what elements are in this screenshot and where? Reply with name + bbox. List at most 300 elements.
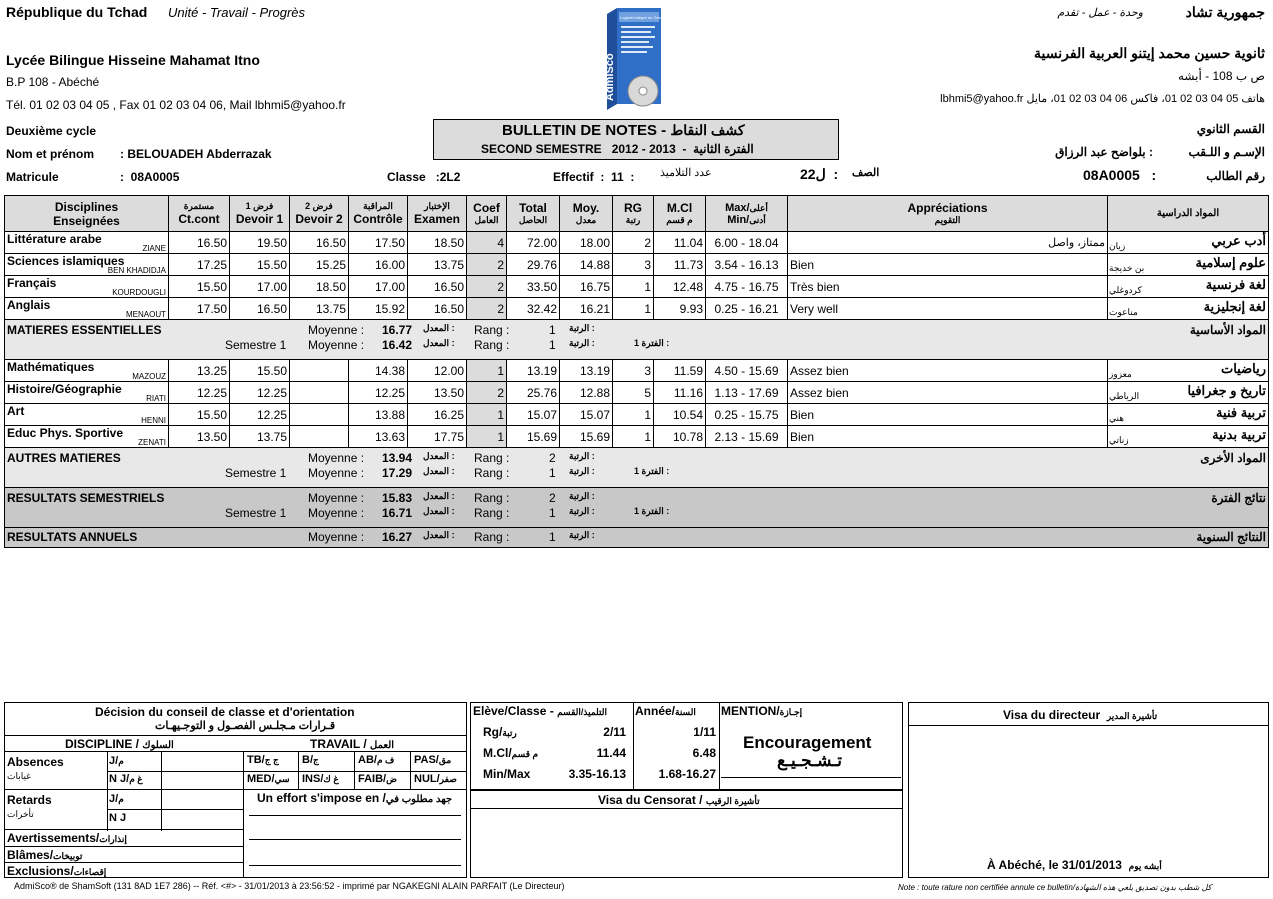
subject-cell-ar: [1108, 382, 1269, 404]
grade-total: 15.07: [507, 404, 560, 426]
col-examen: الإختبار Examen: [408, 196, 467, 232]
subject-name: Mathématiques: [7, 360, 95, 374]
subject-name-ar: أدب عربي: [1211, 233, 1266, 248]
teacher-name: MAZOUZ: [132, 372, 166, 381]
grade-examen: 17.75: [408, 426, 467, 448]
name-label-ar: الإسـم و اللـقب: [1188, 145, 1265, 159]
absences-fr: Absences: [7, 755, 64, 769]
grade-dev1: 15.50: [230, 254, 290, 276]
subject-cell: [5, 360, 169, 382]
grade-rank: 3: [613, 254, 654, 276]
grade-moy: 16.75: [560, 276, 613, 298]
admisco-logo: [601, 6, 683, 110]
subject-cell-ar: [1108, 276, 1269, 298]
grade-total: 25.76: [507, 382, 560, 404]
rang-label-ar: الرتبة :: [569, 491, 595, 501]
subject-row: [5, 298, 1269, 320]
summary-row: [5, 448, 1269, 488]
subject-name: Educ Phys. Sportive: [7, 426, 124, 440]
grade-dev1: 15.50: [230, 360, 290, 382]
grade-coef: 1: [467, 404, 507, 426]
col-total: Total الحاصل: [507, 196, 560, 232]
grade-dev1: 12.25: [230, 382, 290, 404]
semester-ar: الفترة 1 :: [634, 466, 670, 476]
grade-rank: 1: [613, 404, 654, 426]
summary-title-ar: المواد الأساسية: [1189, 323, 1266, 337]
travail-item: B/ج: [302, 754, 319, 766]
grade-total: 13.19: [507, 360, 560, 382]
country-fr: République du Tchad: [6, 4, 148, 20]
stats-box: Elève/Classe - التلميذ/القسم Année/السنة MENTION/إجـازة Rg/رتبة M.Cl/م قسم Min/Max 2/11 11.44 3.35-16.13 1/11 6.48 1.68-16.27 Encouragement تـشـجـيـع: [470, 702, 903, 790]
teacher-name-ar: مناعوت: [1109, 307, 1138, 317]
grade-total: 29.76: [507, 254, 560, 276]
grade-maxmin: 6.00 - 18.04: [706, 232, 788, 254]
moyenne-label: Moyenne :: [308, 338, 365, 352]
grade-coef: 2: [467, 276, 507, 298]
moyenne-label: Moyenne :: [308, 530, 365, 544]
summary-row: [5, 528, 1269, 548]
director-date-fr: À Abéché, le 31/01/2013: [987, 858, 1122, 872]
grade-maxmin: 0.25 - 15.75: [706, 404, 788, 426]
summary-semester-label: Semestre 1: [225, 466, 287, 480]
rang-value: 1: [549, 323, 556, 337]
grade-appreciation: Bien: [788, 426, 1108, 448]
grade-appreciation: Assez bien: [788, 360, 1108, 382]
rang-value: 1: [549, 530, 556, 544]
subject-name-ar: تربية بدنية: [1212, 427, 1266, 442]
subject-row: [5, 404, 1269, 426]
rang-value: 1: [549, 506, 556, 520]
col-appreciations: Appréciations التقويم: [788, 196, 1108, 232]
rang-label: Rang :: [474, 530, 510, 544]
rang-label-ar: الرتبة :: [569, 323, 595, 333]
grade-mcl: 11.04: [654, 232, 706, 254]
grade-ctcont: 13.50: [169, 426, 230, 448]
grade-dev2: [290, 360, 349, 382]
grade-appreciation: Assez bien: [788, 382, 1108, 404]
grade-maxmin: 0.25 - 16.21: [706, 298, 788, 320]
subject-name: Art: [7, 404, 25, 418]
teacher-name: MENAOUT: [126, 310, 166, 319]
teacher-name-ar: معزوز: [1109, 369, 1132, 379]
moyenne-label: Moyenne :: [308, 506, 365, 520]
rang-value: 2: [549, 491, 556, 505]
travail-item: INS/غ ك: [302, 773, 339, 785]
school-year: 2012 - 2013: [611, 142, 676, 156]
rang-label: Rang :: [474, 451, 510, 465]
grade-maxmin: 4.75 - 16.75: [706, 276, 788, 298]
rang-label: Rang :: [474, 338, 510, 352]
grade-maxmin: 2.13 - 15.69: [706, 426, 788, 448]
moyenne-value: 13.94: [382, 451, 413, 465]
grade-coef: 2: [467, 382, 507, 404]
censorat-box: [470, 790, 903, 878]
school-address-ar: ص ب 108 - أبشه: [1178, 69, 1265, 83]
grade-dev2: 16.50: [290, 232, 349, 254]
grade-rank: 5: [613, 382, 654, 404]
grade-ctcont: 17.50: [169, 298, 230, 320]
grade-maxmin: 3.54 - 16.13: [706, 254, 788, 276]
subject-cell-ar: [1108, 232, 1269, 254]
summary-title-ar: نتائج الفترة: [1211, 491, 1266, 505]
subject-name-ar: لغة إنجليزية: [1203, 299, 1266, 314]
grade-mcl: 11.73: [654, 254, 706, 276]
teacher-name-ar: كردوغلي: [1109, 285, 1142, 295]
rang-label: Rang :: [474, 491, 510, 505]
teacher-name-ar: بن خديجة: [1109, 263, 1145, 273]
moyenne-value: 17.29: [382, 466, 413, 480]
grade-dev2: 15.25: [290, 254, 349, 276]
rang-label: Rang :: [474, 323, 510, 337]
summary-title-fr: MATIERES ESSENTIELLES: [7, 323, 162, 337]
grade-moy: 13.19: [560, 360, 613, 382]
subject-name: Anglais: [7, 298, 51, 312]
moyenne-value: 16.71: [382, 506, 413, 520]
rang-label-ar: الرتبة :: [569, 506, 595, 516]
grade-coef: 4: [467, 232, 507, 254]
decision-box: Décision du conseil de classe et d'orientation قـرارات مـجلـس الفصـول و التوجـيهـات DISCIPLINE / السلوك TRAVAIL / العمل Absences غيابات J/م N J/غ م Retards تأخرات J/م N J Avertissements/إنذارات Blâmes/توبيخات Exclusions/إقصاءات TB/ج ج B/ج AB/ف م PAS/مق MED/سي INS/غ ك FAIB/ض NUL/صفر Un effort s'impose en /جهد مطلوب في: [4, 702, 467, 878]
rang-label-ar: الرتبة :: [569, 530, 595, 540]
matricule-label-ar: رقم الطالب: [1206, 169, 1265, 183]
grade-controle: 16.00: [349, 254, 408, 276]
grade-ctcont: 13.25: [169, 360, 230, 382]
grade-dev1: 16.50: [230, 298, 290, 320]
grade-coef: 2: [467, 254, 507, 276]
grade-examen: 16.50: [408, 276, 467, 298]
rang-label: Rang :: [474, 466, 510, 480]
decision-title-fr: Décision du conseil de classe et d'orientation: [95, 705, 355, 719]
grade-controle: 17.50: [349, 232, 408, 254]
moyenne-label-ar: المعدل :: [423, 491, 455, 501]
mcl-semester: 11.44: [596, 746, 626, 760]
col-devoir1: فرض 1 Devoir 1: [230, 196, 290, 232]
teacher-name: ZIANE: [142, 244, 166, 253]
grade-rank: 1: [613, 426, 654, 448]
col-devoir2: فرض 2 Devoir 2: [290, 196, 349, 232]
grade-ctcont: 12.25: [169, 382, 230, 404]
grade-examen: 16.50: [408, 298, 467, 320]
grade-moy: 14.88: [560, 254, 613, 276]
exclusions-fr: Exclusions/: [7, 864, 74, 878]
teacher-name: HENNI: [141, 416, 166, 425]
cycle-ar: القسم الثانوي: [1196, 122, 1265, 136]
subject-row: [5, 232, 1269, 254]
grade-dev2: [290, 382, 349, 404]
grades-table: [4, 195, 1269, 548]
grade-appreciation: Bien: [788, 404, 1108, 426]
moyenne-label-ar: المعدل :: [423, 338, 455, 348]
rang-value: 2: [549, 451, 556, 465]
mcl-year: 6.48: [692, 746, 716, 760]
subject-row: [5, 360, 1269, 382]
grade-examen: 13.50: [408, 382, 467, 404]
moyenne-label: Moyenne :: [308, 491, 365, 505]
travail-item: NUL/صفر: [414, 773, 457, 785]
moyenne-value: 16.42: [382, 338, 413, 352]
grade-total: 33.50: [507, 276, 560, 298]
subject-cell-ar: [1108, 426, 1269, 448]
grade-maxmin: 1.13 - 17.69: [706, 382, 788, 404]
grade-dev2: [290, 404, 349, 426]
moyenne-value: 16.77: [382, 323, 413, 337]
school-contact-ar: هاتف 05 04 03 02 01، فاكس 06 04 03 02 01، مايل lbhmi5@yahoo.fr: [940, 93, 1265, 105]
bulletin-title-box: BULLETIN DE NOTES - كشف النقاط SECOND SEMESTRE 2012 - 2013 - الفترة الثانية: [433, 119, 839, 160]
grade-examen: 18.50: [408, 232, 467, 254]
col-mcl: M.Cl م قسم: [654, 196, 706, 232]
student-name-fr: BELOUADEH Abderrazak: [127, 147, 272, 161]
motto-fr: Unité - Travail - Progrès: [168, 5, 306, 20]
minmax-semester: 3.35-16.13: [568, 767, 626, 781]
teacher-name: ZENATI: [138, 438, 166, 447]
grade-moy: 15.69: [560, 426, 613, 448]
grade-dev2: [290, 426, 349, 448]
col-moy: Moy. معدل: [560, 196, 613, 232]
matricule-value-ar: 08A0005: [1083, 167, 1140, 183]
grade-rank: 1: [613, 276, 654, 298]
director-date-ar: أبشه يوم: [1128, 861, 1162, 871]
decision-title-ar: قـرارات مـجلـس الفصـول و التوجـيهـات: [155, 720, 336, 732]
summary-title-ar: النتائج السنوية: [1196, 530, 1266, 544]
summary-row: [5, 320, 1269, 360]
student-name-ar: بلواضح عبد الرزاق: [1055, 145, 1146, 159]
moyenne-label-ar: المعدل :: [423, 530, 455, 540]
summary-semester-label: Semestre 1: [225, 506, 287, 520]
col-rg: RG رتبة: [613, 196, 654, 232]
summary-title-fr: AUTRES MATIERES: [7, 451, 121, 465]
title-fr: BULLETIN DE NOTES -: [502, 122, 667, 139]
grade-dev1: 13.75: [230, 426, 290, 448]
subject-cell: [5, 298, 169, 320]
rang-value: 1: [549, 338, 556, 352]
school-name-ar: ثانوية حسين محمد إيتنو العربية الفرنسية: [1034, 45, 1265, 61]
class-ar-value: 2ل2: [800, 166, 826, 182]
grade-appreciation: Bien: [788, 254, 1108, 276]
col-ctcont: مستمرة Ct.cont: [169, 196, 230, 232]
rang-label: Rang :: [474, 506, 510, 520]
subject-cell-ar: [1108, 254, 1269, 276]
logo-subtitle: Logiciel intégré de Gestion Scolaire: [620, 15, 683, 20]
subject-cell-ar: [1108, 404, 1269, 426]
grade-controle: 12.25: [349, 382, 408, 404]
grade-rank: 2: [613, 232, 654, 254]
semester-ar: الفترة 1 :: [634, 506, 670, 516]
moyenne-label-ar: المعدل :: [423, 506, 455, 516]
subject-name: Français: [7, 276, 57, 290]
effectif-label: Effectif: [553, 170, 594, 184]
matricule-value: 08A0005: [130, 170, 180, 184]
grade-coef: 1: [467, 360, 507, 382]
grade-rank: 3: [613, 360, 654, 382]
col-controle: المراقبة Contrôle: [349, 196, 408, 232]
travail-ar: العمل: [370, 740, 395, 751]
grade-ctcont: 16.50: [169, 232, 230, 254]
absences-ar: غيابات: [7, 771, 31, 781]
summary-title-ar: المواد الأخرى: [1200, 451, 1266, 465]
moyenne-label-ar: المعدل :: [423, 323, 455, 333]
grade-ctcont: 15.50: [169, 404, 230, 426]
grade-dev1: 12.25: [230, 404, 290, 426]
grade-dev2: 13.75: [290, 298, 349, 320]
grade-coef: 1: [467, 426, 507, 448]
travail-item: AB/ف م: [358, 754, 395, 766]
subject-cell: [5, 276, 169, 298]
moyenne-label: Moyenne :: [308, 323, 365, 337]
grade-ctcont: 17.25: [169, 254, 230, 276]
teacher-name: BEN KHADIDJA: [107, 266, 166, 275]
footer-note: Note : toute rature non certifiée annule ce bulletin/: [898, 883, 1075, 892]
summary-semester-label: Semestre 1: [225, 338, 287, 352]
teacher-name-ar: هني: [1109, 413, 1124, 423]
subject-name-ar: رياضيات: [1220, 361, 1266, 376]
teacher-name: RIATI: [146, 394, 166, 403]
effectif-ar: عدد التلاميذ: [660, 167, 712, 179]
grade-moy: 15.07: [560, 404, 613, 426]
grade-controle: 13.63: [349, 426, 408, 448]
grade-total: 72.00: [507, 232, 560, 254]
col-coef: Coef العامل: [467, 196, 507, 232]
name-label-fr: Nom et prénom: [6, 147, 95, 161]
class-label: Classe: [387, 170, 426, 184]
teacher-name-ar: الرياطي: [1109, 391, 1140, 401]
grade-mcl: 10.54: [654, 404, 706, 426]
semester-ar: الفترة 1 :: [634, 338, 670, 348]
grade-maxmin: 4.50 - 15.69: [706, 360, 788, 382]
subject-cell-ar: [1108, 360, 1269, 382]
subject-name: Histoire/Géographie: [7, 382, 122, 396]
logo-text: AdmiSco: [604, 53, 616, 101]
censorat-title-fr: Visa du Censorat /: [598, 793, 703, 807]
rang-value: 1: [549, 466, 556, 480]
grade-controle: 13.88: [349, 404, 408, 426]
discipline-ar: السلوك: [142, 740, 174, 751]
teacher-name: KOURDOUGLI: [112, 288, 166, 297]
col-maxmin: Max/أعلى Min/أدنى: [706, 196, 788, 232]
rang-label-ar: الرتبة :: [569, 466, 595, 476]
mention-value-fr: Encouragement: [743, 733, 872, 752]
grade-coef: 2: [467, 298, 507, 320]
travail-item: MED/سي: [247, 773, 290, 785]
teacher-name-ar: زناتي: [1109, 435, 1129, 445]
subject-name-ar: تاريخ و جغرافيا: [1187, 383, 1266, 398]
subject-cell: [5, 254, 169, 276]
school-contact-fr: Tél. 01 02 03 04 05 , Fax 01 02 03 04 06, Mail lbhmi5@yahoo.fr: [6, 98, 346, 112]
rang-label-ar: الرتبة :: [569, 338, 595, 348]
grade-examen: 16.25: [408, 404, 467, 426]
country-ar: جمهورية تشاد: [1185, 4, 1265, 20]
grade-mcl: 11.16: [654, 382, 706, 404]
grade-dev1: 19.50: [230, 232, 290, 254]
grade-ctcont: 15.50: [169, 276, 230, 298]
footer-note-ar: كل شطب بدون تصديق يلغي هذه الشهادة: [1075, 883, 1212, 892]
travail-fr: TRAVAIL /: [310, 737, 367, 751]
grade-dev2: 18.50: [290, 276, 349, 298]
summary-title-fr: RESULTATS ANNUELS: [7, 530, 138, 544]
director-box: [908, 702, 1269, 878]
grade-appreciation: Très bien: [788, 276, 1108, 298]
school-address-fr: B.P 108 - Abéché: [6, 75, 100, 89]
semester-ar: الفترة الثانية: [693, 142, 754, 156]
grade-moy: 16.21: [560, 298, 613, 320]
table-header-row: [5, 196, 1269, 232]
grade-moy: 12.88: [560, 382, 613, 404]
minmax-year: 1.68-16.27: [658, 767, 716, 781]
cycle-fr: Deuxième cycle: [6, 124, 97, 138]
subject-cell-ar: [1108, 298, 1269, 320]
retards-ar: تأخرات: [7, 809, 34, 819]
subject-name: Sciences islamiques: [7, 254, 125, 268]
subject-name-ar: تربية فنية: [1216, 405, 1266, 420]
grade-mcl: 9.93: [654, 298, 706, 320]
subject-name-ar: علوم إسلامية: [1195, 255, 1266, 270]
col-disciplines: Disciplines Enseignées: [5, 196, 169, 232]
travail-item: TB/ج ج: [247, 754, 279, 766]
grade-total: 32.42: [507, 298, 560, 320]
grade-mcl: 11.59: [654, 360, 706, 382]
retards-fr: Retards: [7, 793, 52, 807]
moyenne-value: 15.83: [382, 491, 413, 505]
grade-examen: 13.75: [408, 254, 467, 276]
subject-name: Littérature arabe: [7, 232, 102, 246]
rang-label-ar: الرتبة :: [569, 451, 595, 461]
motto-ar: وحدة - عمل - تقدم: [1057, 7, 1143, 19]
title-ar: كشف النقاط: [670, 122, 745, 138]
grade-appreciation: ممتاز، واصل: [788, 232, 1108, 254]
col-subjects-ar: المواد الدراسية: [1108, 196, 1269, 232]
discipline-fr: DISCIPLINE /: [65, 737, 140, 751]
subject-cell: [5, 404, 169, 426]
subject-cell: [5, 232, 169, 254]
semester-fr: SECOND SEMESTRE: [481, 142, 602, 156]
grade-mcl: 12.48: [654, 276, 706, 298]
summary-title-fr: RESULTATS SEMESTRIELS: [7, 491, 165, 505]
grade-total: 15.69: [507, 426, 560, 448]
class-value: 2L2: [439, 170, 461, 184]
summary-row: [5, 488, 1269, 528]
travail-item: FAIB/ض: [358, 773, 398, 785]
moyenne-label: Moyenne :: [308, 466, 365, 480]
grade-dev1: 17.00: [230, 276, 290, 298]
class-ar-label: الصف: [852, 167, 880, 179]
moyenne-label-ar: المعدل :: [423, 451, 455, 461]
censorat-title-ar: تأشيرة الرقيب: [705, 796, 760, 806]
grade-appreciation: Very well: [788, 298, 1108, 320]
footer-left: AdmiSco® de ShamSoft (131 8AD 1E7 286) -- Réf. <#> - 31/01/2013 à 23:56:52 - imprimé par NGAKEGNI ALAIN PARFAIT (Le Directeur): [14, 881, 565, 891]
grade-moy: 18.00: [560, 232, 613, 254]
rg-semester: 2/11: [603, 725, 626, 739]
moyenne-value: 16.27: [382, 530, 413, 544]
subject-row: [5, 254, 1269, 276]
grade-rank: 1: [613, 298, 654, 320]
subject-cell: [5, 426, 169, 448]
grade-controle: 17.00: [349, 276, 408, 298]
blames-fr: Blâmes/: [7, 848, 54, 862]
subject-row: [5, 382, 1269, 404]
subject-row: [5, 276, 1269, 298]
mention-value-ar: تـشـجـيـع: [777, 751, 842, 770]
school-name-fr: Lycée Bilingue Hisseine Mahamat Itno: [6, 52, 260, 68]
grade-controle: 15.92: [349, 298, 408, 320]
grade-mcl: 10.78: [654, 426, 706, 448]
effort-fr: Un effort s'impose en /: [257, 791, 386, 805]
subject-row: [5, 426, 1269, 448]
subject-cell: [5, 382, 169, 404]
effectif-value: 11: [611, 170, 624, 184]
director-title-ar: تأشيرة المدير: [1106, 711, 1158, 721]
moyenne-label: Moyenne :: [308, 451, 365, 465]
director-title-fr: Visa du directeur: [1003, 708, 1101, 722]
matricule-label: Matricule: [6, 170, 59, 184]
grade-examen: 12.00: [408, 360, 467, 382]
